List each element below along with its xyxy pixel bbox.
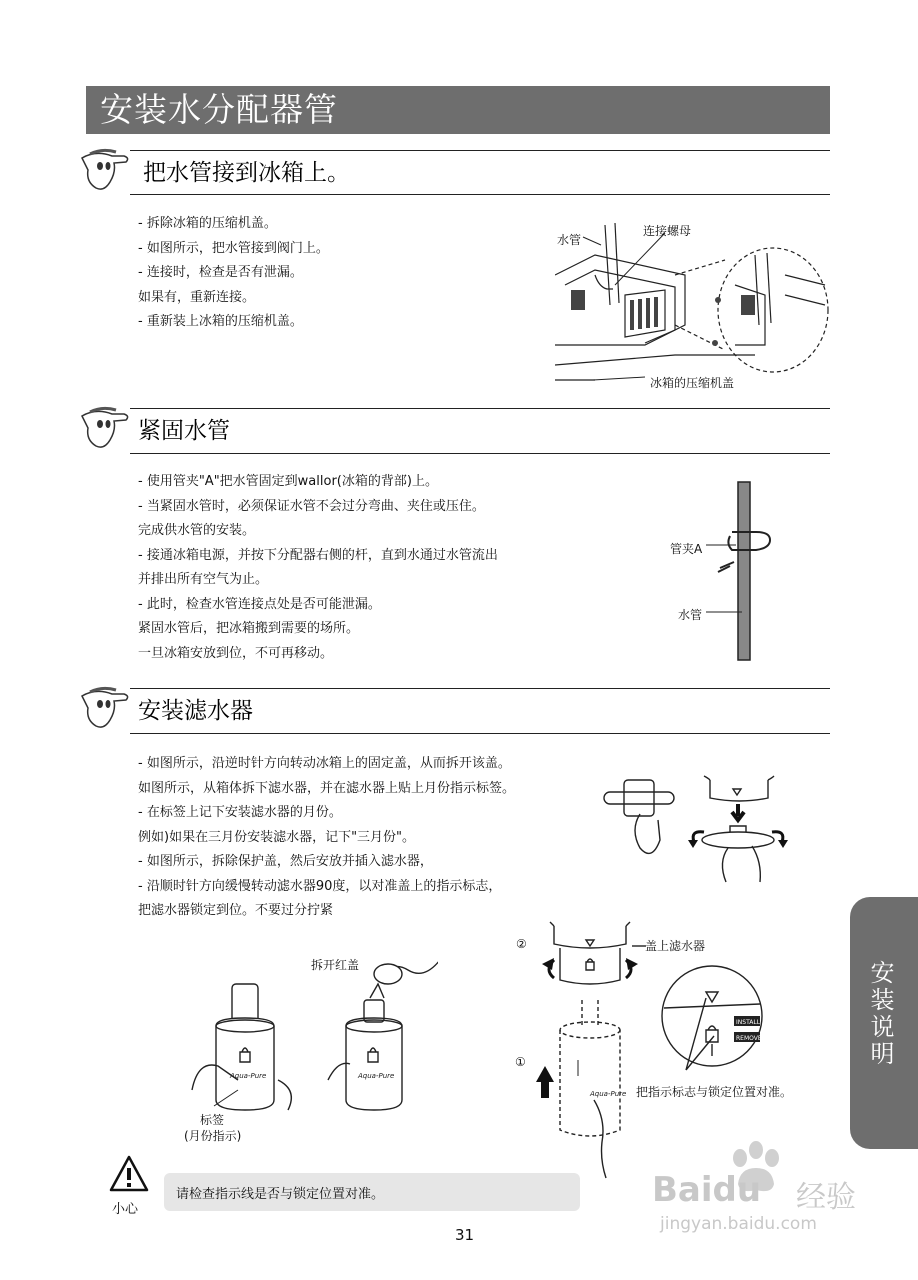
cap-removal-illustration xyxy=(600,770,790,885)
figure-label: (月份指示) xyxy=(184,1129,242,1143)
figure-label: 连接螺母 xyxy=(643,224,692,238)
step-text: 完成供水管的安装。 xyxy=(138,523,256,538)
remove-marker-text: REMOVE xyxy=(736,1035,762,1042)
figure-label: 拆开红盖 xyxy=(311,958,360,972)
section-title: 紧固水管 xyxy=(138,418,230,444)
step-text: - 如图所示，拆除保护盖，然后安放并插入滤水器， xyxy=(138,854,433,869)
step-text: - 沿顺时针方向缓慢转动滤水器90度，以对准盖上的指示标志， xyxy=(138,878,502,894)
step-text: 如图所示，从箱体拆下滤水器，并在滤水器上贴上月份指示标签。 xyxy=(138,780,516,796)
watermark-brand xyxy=(652,1170,761,1210)
step-text: - 连接时，检查是否有泄漏。 xyxy=(138,265,303,280)
brand-mark-text: Aqua-Pure xyxy=(358,1072,395,1080)
step-list xyxy=(138,752,515,924)
step-text: - 如图所示，沿逆时针方向转动冰箱上的固定盖，从而拆开该盖。 xyxy=(138,756,511,771)
caution-text: 请检查指示线是否与锁定位置对准。 xyxy=(176,1187,385,1202)
compressor-cover-illustration xyxy=(555,215,835,395)
warning-triangle-icon xyxy=(108,1154,150,1194)
figure-label: 盖上滤水器 xyxy=(645,939,706,953)
step-text: - 使用管夹"A"把水管固定到wallor(冰箱的背部)上。 xyxy=(138,474,438,489)
step-text: 例如)如果在三月份安装滤水器，记下"三月份"。 xyxy=(138,829,416,845)
step-text: 并排出所有空气为止。 xyxy=(138,572,269,587)
section-title: 安装滤水器 xyxy=(138,698,253,724)
page-number: 31 xyxy=(455,1226,475,1244)
section-divider xyxy=(130,453,830,454)
figure-label: 把指示标志与锁定位置对准。 xyxy=(636,1085,793,1099)
side-tab-label: 安装说明 xyxy=(866,960,894,1068)
page-title: 安装水分配器管 xyxy=(100,90,338,129)
step-list xyxy=(138,212,329,335)
pointing-hand-mascot-icon xyxy=(76,686,132,734)
step-text: 一旦冰箱安放到位，不可再移动。 xyxy=(138,645,334,661)
watermark-suffix: 经验 xyxy=(796,1180,856,1215)
install-marker-text: INSTALL xyxy=(736,1019,761,1026)
step-text: 如果有，重新连接。 xyxy=(138,289,256,305)
brand-mark-text: Aqua-Pure xyxy=(230,1072,267,1080)
figure-label: 管夹A xyxy=(670,542,703,556)
step-number: ① xyxy=(515,1055,526,1069)
step-text: - 如图所示，把水管接到阀门上。 xyxy=(138,240,329,256)
step-text: - 重新装上冰箱的压缩机盖。 xyxy=(138,314,303,329)
step-text: 紧固水管后，把冰箱搬到需要的场所。 xyxy=(138,621,360,636)
step-text: - 拆除冰箱的压缩机盖。 xyxy=(138,216,277,231)
step-text: - 在标签上记下安装滤水器的月份。 xyxy=(138,805,342,820)
section-divider xyxy=(130,733,830,734)
section-divider xyxy=(130,688,830,689)
figure-label: 水管 xyxy=(678,608,703,622)
filter-label-illustration xyxy=(178,940,438,1130)
section-divider xyxy=(130,408,830,409)
pointing-hand-mascot-icon xyxy=(76,406,132,454)
step-list xyxy=(138,470,498,666)
watermark-brand-text: Baidu xyxy=(652,1170,762,1210)
step-text: - 接通冰箱电源，并按下分配器右侧的杆，直到水通过水管流出 xyxy=(138,547,498,563)
caution-label: 小心 xyxy=(112,1202,139,1217)
step-text: - 此时，检查水管连接点处是否可能泄漏。 xyxy=(138,596,381,612)
figure-label: 冰箱的压缩机盖 xyxy=(650,376,735,390)
step-text: - 当紧固水管时，必须保证水管不会过分弯曲、夹住或压住。 xyxy=(138,498,485,514)
watermark-url: jingyan.baidu.com xyxy=(660,1214,817,1234)
pointing-hand-mascot-icon xyxy=(76,148,132,196)
brand-mark-text: Aqua-Pure xyxy=(590,1090,627,1098)
step-text: 把滤水器锁定到位。不要过分拧紧 xyxy=(138,903,334,918)
figure-label: 标签 xyxy=(200,1113,225,1127)
step-number: ② xyxy=(516,937,527,951)
figure-label: 水管 xyxy=(557,233,582,247)
section-title: 把水管接到冰箱上。 xyxy=(143,160,350,186)
pipe-clamp-illustration xyxy=(700,480,790,662)
section-divider xyxy=(130,194,830,195)
section-divider xyxy=(130,150,830,151)
